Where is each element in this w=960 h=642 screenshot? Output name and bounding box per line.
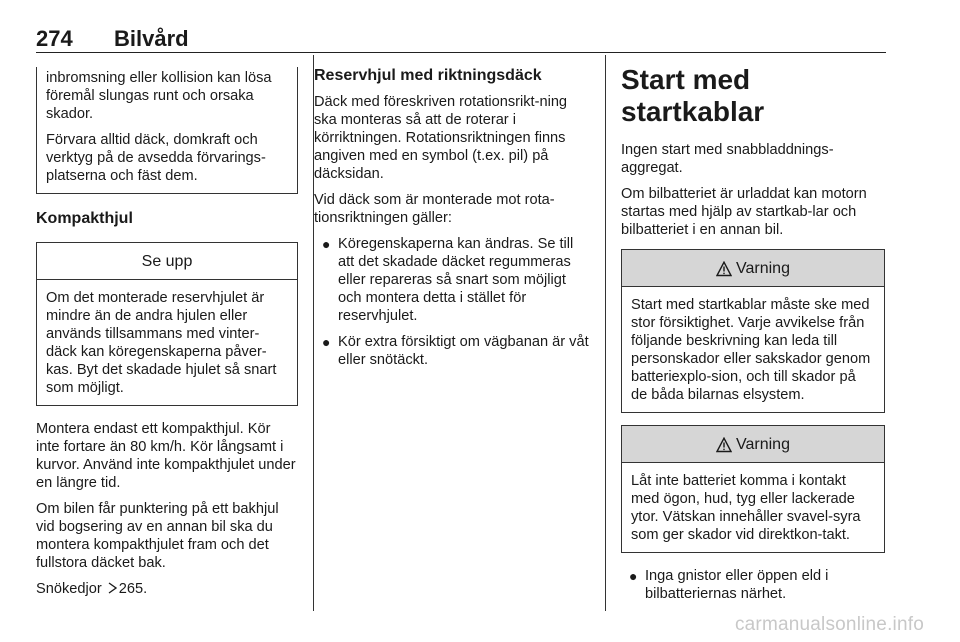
bullet-icon: ● bbox=[322, 334, 331, 350]
heading-jump-start: Start med startkablar bbox=[621, 64, 765, 127]
bullet-text: Kör extra försiktigt om vägbanan är våt eller snötäckt. bbox=[338, 334, 589, 368]
column-2 bbox=[314, 55, 590, 612]
column-divider-2 bbox=[605, 55, 606, 611]
warning-text: Låt inte batteriet komma i kontakt med ögon, hud, tyg eller lackerade ytor. Vätskan innehåller svavel-syra som ger skador vid direktkon-takt. bbox=[631, 473, 861, 543]
section-title: Bilvård bbox=[114, 26, 189, 51]
bullet-icon: ● bbox=[629, 568, 638, 584]
column-3 bbox=[621, 55, 885, 612]
paragraph-rotation: Däck med föreskriven rotationsrikt-ning ska monteras så att de roterar i körriktningen. Rotationsriktningen finns angiven med en symbol (t.ex. pil) på däcksidan. bbox=[314, 94, 568, 182]
warning-box-1 bbox=[621, 249, 885, 413]
paragraph-compact-wheel: Montera endast ett kompakthjul. Kör inte fortare än 80 km/h. Kör långsamt i kurvor. Använd inte kompakthjulet under en längre tid. bbox=[36, 421, 296, 491]
warning-storage-text: Förvara alltid däck, domkraft och verktyg på de avsedda förvarings-platserna och fäst dem. bbox=[46, 132, 266, 184]
cross-reference bbox=[36, 580, 298, 598]
warning-title: Varning bbox=[736, 436, 790, 453]
column-1 bbox=[36, 55, 298, 612]
warning-title: Varning bbox=[736, 260, 790, 277]
reference-page: 265. bbox=[118, 581, 148, 597]
warning-triangle-icon bbox=[716, 261, 732, 277]
watermark: carmanualsonline.info bbox=[734, 614, 924, 635]
paragraph-against-rotation: Vid däck som är monterade mot rota-tionsriktningen gäller: bbox=[314, 192, 555, 226]
heading-directional-spare: Reservhjul med riktningsdäck bbox=[314, 67, 542, 84]
warning-triangle-icon bbox=[716, 437, 732, 453]
page-number: 274 bbox=[36, 26, 73, 51]
page-header bbox=[36, 24, 886, 52]
paragraph-towing: Om bilen får punktering på ett bakhjul vid bogsering av en annan bil ska du montera kompakthjulet fram och det fullstora däcket bak. bbox=[36, 501, 279, 571]
paragraph-no-boost: Ingen start med snabbladdnings-aggregat. bbox=[621, 142, 834, 176]
list-item bbox=[314, 235, 590, 325]
bullet-icon: ● bbox=[322, 236, 331, 252]
caution-title: Se upp bbox=[37, 243, 297, 280]
warning-text: Start med startkablar måste ske med stor försiktighet. Varje avvikelse från följande beskrivning kan leda till personskador eller sakskador genom batteriexplo-sion, och till skador på de båda bilarnas elsystem. bbox=[631, 297, 871, 403]
paragraph-discharged: Om bilbatteriet är urladdat kan motorn startas med hjälp av startkab-lar och bilbatteriet i en annan bil. bbox=[621, 186, 867, 238]
page-reference-arrow-icon bbox=[108, 582, 117, 594]
heading-kompakthjul: Kompakthjul bbox=[36, 210, 133, 227]
continued-warning-box bbox=[36, 67, 298, 194]
caution-box bbox=[36, 242, 298, 406]
caution-text: Om det monterade reservhjulet är mindre än de andra hjulen eller används tillsammans med vinter-däck kan köregenskaperna påver-kas. Byt det skadade hjulet så snart som möjligt. bbox=[46, 290, 277, 396]
bullet-text: Köregenskaperna kan ändras. Se till att det skadade däcket regummeras eller repareras så snart som möjligt och montera detta i stället för reservhjulet. bbox=[338, 236, 574, 324]
list-item bbox=[314, 333, 590, 369]
bullet-text: Inga gnistor eller öppen eld i bilbatteriernas närhet. bbox=[645, 568, 829, 602]
header-rule bbox=[36, 52, 886, 53]
reference-label: Snökedjor bbox=[36, 581, 102, 597]
warning-continued-text: inbromsning eller kollision kan lösa föremål slungas runt och orsaka skador. bbox=[46, 70, 272, 122]
warning-box-2 bbox=[621, 425, 885, 553]
list-item bbox=[621, 567, 885, 603]
